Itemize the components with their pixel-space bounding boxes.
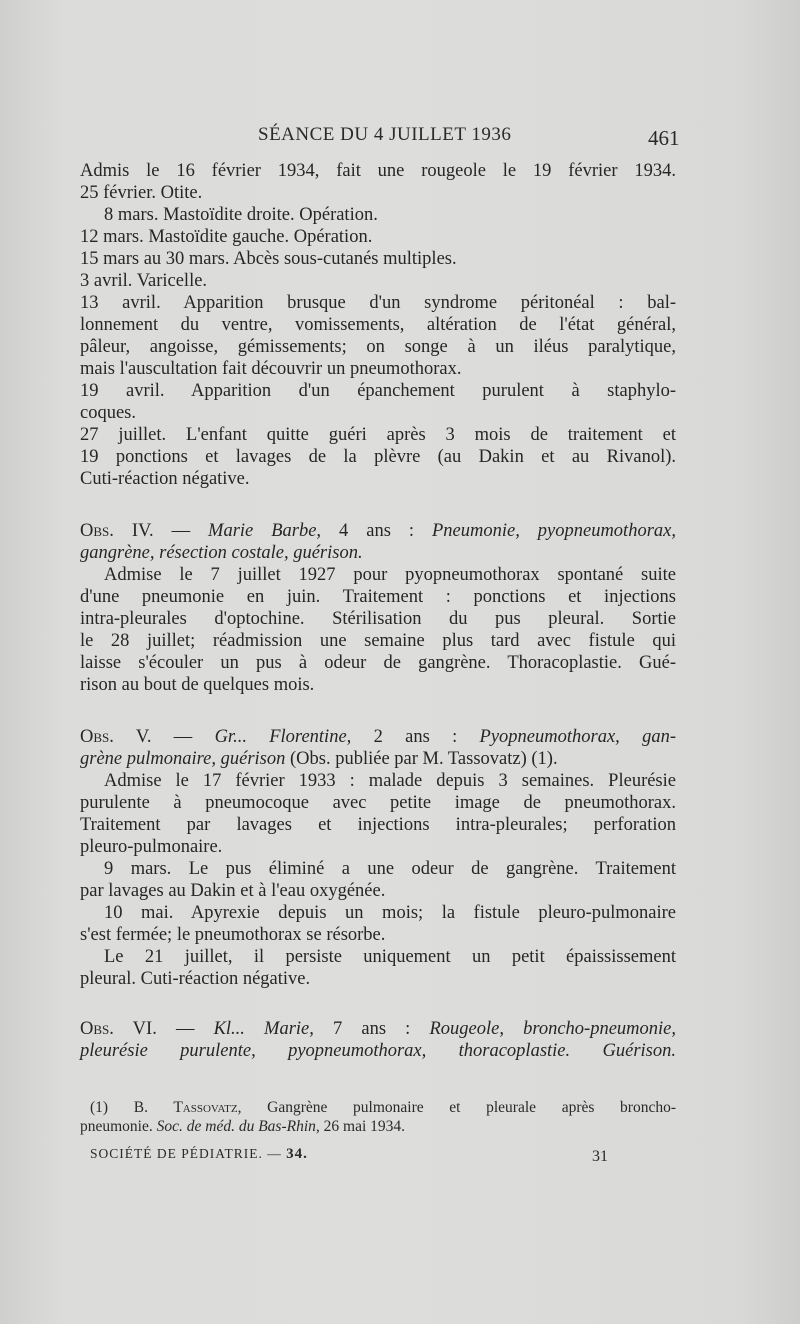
text-line: 27 juillet. L'enfant quitte guéri après 3 mois de traitement et (80, 425, 676, 445)
text-line: 19 avril. Apparition d'un épanchement purulent à staphylo- (80, 381, 676, 401)
signature-number: 34. (286, 1146, 308, 1162)
text-line: coques. (80, 403, 136, 423)
printer-signature (80, 1146, 676, 1170)
text-line: Admise le 7 juillet 1927 pour pyopneumothorax spontané suite (104, 565, 676, 585)
footnote (80, 1098, 676, 1136)
footnote-line (80, 1117, 676, 1136)
spacer (80, 696, 676, 726)
text-line: Cuti-réaction négative. (80, 469, 250, 489)
footnote-author: B. Tassovatz, (133, 1099, 242, 1116)
signature-sheet-number: 31 (592, 1148, 608, 1165)
text-line: Le 21 juillet, il persiste uniquement un petit épaississement (104, 947, 676, 967)
obs-note: (Obs. publiée par M. Tassovatz) (1). (285, 749, 558, 769)
obs-diagnosis: grène pulmonaire, guérison (80, 749, 286, 769)
footnote-text: pneumonie. (80, 1118, 157, 1135)
obs-diagnosis-line (80, 748, 676, 770)
footnote-date: 26 mai 1934. (319, 1118, 406, 1135)
obs-label: Obs. V. (80, 727, 152, 747)
body-text (80, 160, 676, 1062)
obs-patient-name: Kl... Marie, (213, 1019, 314, 1039)
spacer (80, 490, 676, 520)
text-line: Admis le 16 février 1934, fait une rougeole le 19 février 1934. (80, 161, 676, 181)
obs-4-heading (80, 520, 676, 542)
text-line: 8 mars. Mastoïdite droite. Opération. (104, 205, 378, 225)
obs-dash: — (156, 1019, 214, 1039)
text-line: 9 mars. Le pus éliminé a une odeur de gangrène. Traitement (104, 859, 676, 879)
text-line: d'une pneumonie en juin. Traitement : ponctions et injections (80, 587, 676, 607)
text-line: rison au bout de quelques mois. (80, 675, 315, 695)
obs-age: 4 ans : (321, 521, 432, 541)
obs-diagnosis: Pyopneumothorax, gan- (479, 727, 676, 747)
text-line: par lavages au Dakin et à l'eau oxygénée. (80, 881, 386, 901)
obs-label: Obs. IV. (80, 521, 154, 541)
running-title: SÉANCE DU 4 JUILLET 1936 (258, 124, 512, 145)
obs-5-heading (80, 726, 676, 748)
footnote-line (80, 1098, 676, 1117)
obs-diagnosis-line: gangrène, résection costale, guérison. (80, 543, 363, 563)
text-line: 25 février. Otite. (80, 183, 203, 203)
text-line: 3 avril. Varicelle. (80, 271, 208, 291)
text-line: mais l'auscultation fait découvrir un pneumothorax. (80, 359, 462, 379)
obs-diagnosis-line: pleurésie purulente, pyopneumothorax, thoracoplastie. Guérison. (80, 1041, 676, 1061)
text-line: 15 mars au 30 mars. Abcès sous-cutanés multiples. (80, 249, 457, 269)
text-line: 10 mai. Apyrexie depuis un mois; la fistule pleuro-pulmonaire (104, 903, 676, 923)
obs-diagnosis: Rougeole, broncho-pneumonie, (429, 1019, 676, 1039)
text-line: pleuro-pulmonaire. (80, 837, 223, 857)
text-line: pleural. Cuti-réaction négative. (80, 969, 311, 989)
text-line: lonnement du ventre, vomissements, altération de l'état général, (80, 315, 676, 335)
text-line: Admise le 17 février 1933 : malade depuis 3 semaines. Pleurésie (104, 771, 676, 791)
running-head (0, 124, 800, 154)
text-line: laisse s'écouler un pus à odeur de gangrène. Thoracoplastie. Gué- (80, 653, 676, 673)
signature-society (90, 1146, 308, 1163)
obs-dash: — (151, 727, 215, 747)
obs-6-heading (80, 1018, 676, 1040)
obs-patient-name: Gr... Florentine, (214, 727, 352, 747)
page-number: 461 (648, 126, 680, 150)
signature-text: SOCIÉTÉ DE PÉDIATRIE. — (90, 1146, 287, 1161)
spacer (80, 990, 676, 1018)
text-line: le 28 juillet; réadmission une semaine plus tard avec fistule qui (80, 631, 676, 651)
footnote-journal: Soc. de méd. du Bas-Rhin, (156, 1118, 320, 1135)
obs-age: 2 ans : (351, 727, 480, 747)
obs-patient-name: Marie Barbe, (208, 521, 322, 541)
footnote-text: Gangrène pulmonaire et pleurale après broncho- (241, 1099, 676, 1116)
text-line: 12 mars. Mastoïdite gauche. Opération. (80, 227, 373, 247)
text-line: purulente à pneumocoque avec petite image de pneumothorax. (80, 793, 676, 813)
obs-age: 7 ans : (313, 1019, 430, 1039)
obs-diagnosis: Pneumonie, pyopneumothorax, (431, 521, 676, 541)
text-line: 13 avril. Apparition brusque d'un syndrome péritonéal : bal- (80, 293, 676, 313)
footnote-marker: (1) (90, 1099, 134, 1116)
obs-label: Obs. VI. (80, 1019, 157, 1039)
text-line: s'est fermée; le pneumothorax se résorbe. (80, 925, 386, 945)
text-line: pâleur, angoisse, gémissements; on songe à un iléus paralytique, (80, 337, 676, 357)
text-line: intra-pleurales d'optochine. Stérilisation du pus pleural. Sortie (80, 609, 676, 629)
obs-dash: — (153, 521, 209, 541)
text-line: Traitement par lavages et injections intra-pleurales; perforation (80, 815, 676, 835)
text-line: 19 ponctions et lavages de la plèvre (au Dakin et au Rivanol). (80, 447, 676, 467)
